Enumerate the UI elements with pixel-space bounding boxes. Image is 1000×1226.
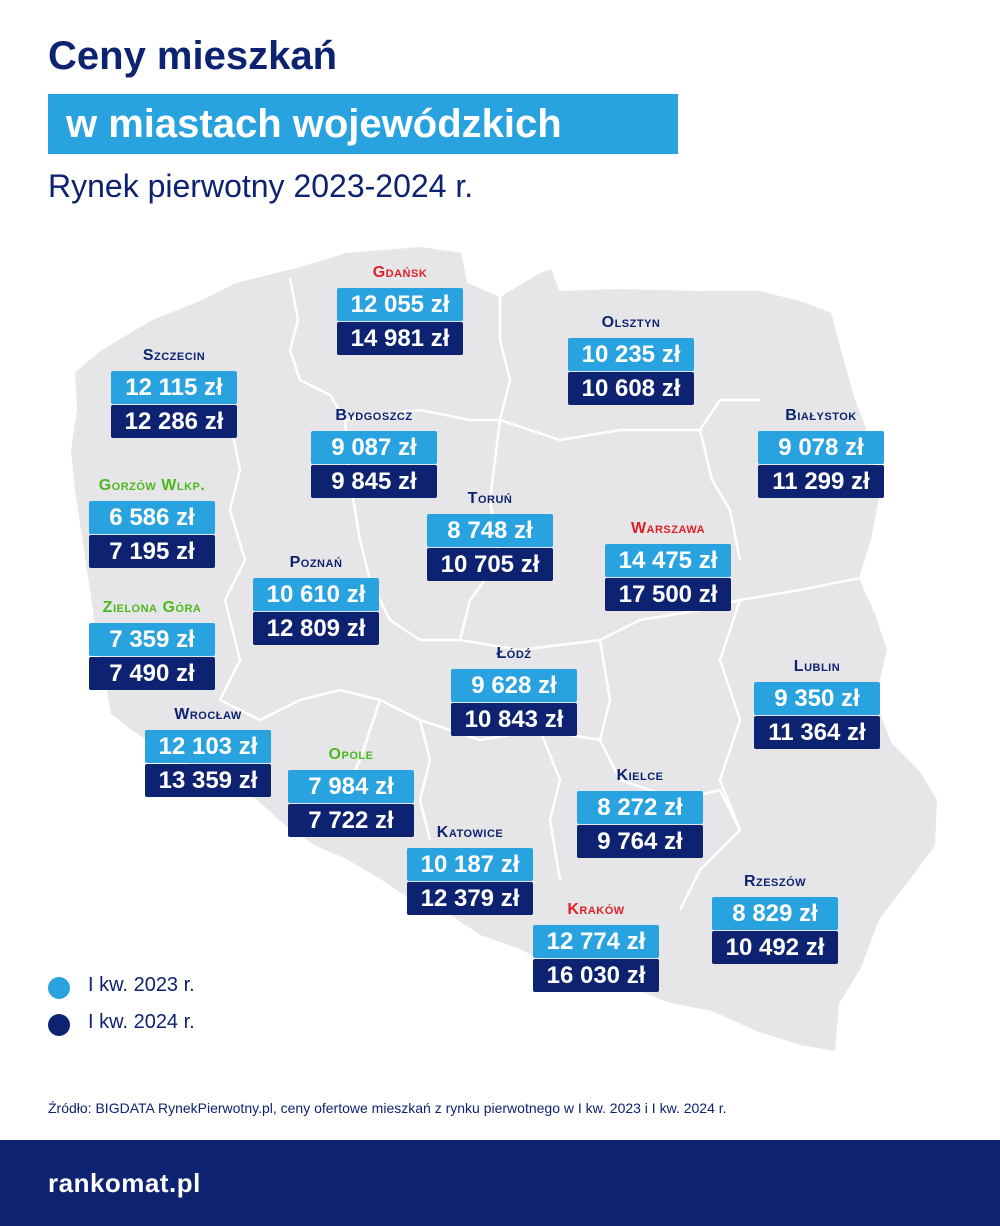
- page-subtitle: Rynek pierwotny 2023-2024 r.: [48, 168, 474, 204]
- footer-bar: [0, 1140, 1000, 1226]
- city-katowice: [407, 824, 533, 915]
- city-wroclaw: [145, 706, 271, 797]
- city-lublin: [754, 658, 880, 749]
- price-2024: 11 364 zł: [754, 716, 880, 749]
- city-kielce: [577, 767, 703, 858]
- legend-dot-2023: [48, 977, 70, 999]
- price-2023: 12 115 zł: [111, 371, 237, 404]
- price-2023: 9 350 zł: [754, 682, 880, 715]
- city-label: Kielce: [616, 767, 664, 784]
- price-2023: 6 586 zł: [89, 501, 215, 534]
- price-2024: 9 764 zł: [577, 825, 703, 858]
- city-label: Łódź: [496, 645, 532, 662]
- city-label: Gorzów Wlkp.: [98, 477, 206, 494]
- page-title: Ceny mieszkań: [48, 34, 338, 78]
- price-2024: 14 981 zł: [337, 322, 463, 355]
- city-label: Olsztyn: [601, 314, 661, 331]
- city-label: Wrocław: [174, 706, 242, 723]
- city-zielona-gora: [89, 599, 215, 690]
- price-2024: 10 705 zł: [427, 548, 553, 581]
- price-2024: 12 379 zł: [407, 882, 533, 915]
- price-2024: 12 809 zł: [253, 612, 379, 645]
- city-opole: [288, 746, 414, 837]
- legend-dot-2024: [48, 1014, 70, 1036]
- price-2024: 7 195 zł: [89, 535, 215, 568]
- price-2024: 12 286 zł: [111, 405, 237, 438]
- city-label: Bydgoszcz: [335, 407, 413, 424]
- legend-label-2023: I kw. 2023 r.: [88, 974, 195, 996]
- city-gdansk: [337, 264, 463, 355]
- city-bydgoszcz: [311, 407, 437, 498]
- price-2023: 8 748 zł: [427, 514, 553, 547]
- city-label: Toruń: [467, 490, 513, 507]
- price-2023: 8 829 zł: [712, 897, 838, 930]
- city-label: Zielona Góra: [102, 599, 202, 616]
- city-torun: [427, 490, 553, 581]
- city-label: Lublin: [793, 658, 841, 675]
- city-krakow: [533, 901, 659, 992]
- price-2023: 12 103 zł: [145, 730, 271, 763]
- city-label: Gdańsk: [372, 264, 428, 281]
- price-2023: 9 628 zł: [451, 669, 577, 702]
- legend-label-2024: I kw. 2024 r.: [88, 1011, 195, 1033]
- price-2023: 12 774 zł: [533, 925, 659, 958]
- city-lodz: [451, 645, 577, 736]
- price-2023: 9 087 zł: [311, 431, 437, 464]
- city-olsztyn: [568, 314, 694, 405]
- price-2023: 12 055 zł: [337, 288, 463, 321]
- price-2024: 10 843 zł: [451, 703, 577, 736]
- price-2024: 10 492 zł: [712, 931, 838, 964]
- city-label: Kraków: [567, 901, 625, 918]
- price-2024: 9 845 zł: [311, 465, 437, 498]
- city-szczecin: [111, 347, 237, 438]
- price-2024: 11 299 zł: [758, 465, 884, 498]
- city-poznan: [253, 554, 379, 645]
- price-2023: 10 610 zł: [253, 578, 379, 611]
- price-2023: 8 272 zł: [577, 791, 703, 824]
- price-2023: 10 235 zł: [568, 338, 694, 371]
- price-2023: 10 187 zł: [407, 848, 533, 881]
- price-2024: 17 500 zł: [605, 578, 731, 611]
- city-label: Katowice: [436, 824, 504, 841]
- price-2024: 7 722 zł: [288, 804, 414, 837]
- price-2024: 16 030 zł: [533, 959, 659, 992]
- price-2023: 7 984 zł: [288, 770, 414, 803]
- city-label: Warszawa: [630, 520, 706, 537]
- city-label: Szczecin: [142, 347, 206, 364]
- brand-logo: rankomat.pl: [48, 1168, 201, 1198]
- city-rzeszow: [712, 873, 838, 964]
- price-2023: 9 078 zł: [758, 431, 884, 464]
- city-label: Białystok: [785, 407, 857, 424]
- city-label: Rzeszów: [743, 873, 807, 890]
- price-2023: 7 359 zł: [89, 623, 215, 656]
- city-warszawa: [605, 520, 731, 611]
- city-bialystok: [758, 407, 884, 498]
- source-note: Źródło: BIGDATA RynekPierwotny.pl, ceny ofertowe mieszkań z rynku pierwotnego w I kw. 2023 i I kw. 2024 r.: [48, 1100, 727, 1116]
- price-2024: 7 490 zł: [89, 657, 215, 690]
- price-2023: 14 475 zł: [605, 544, 731, 577]
- city-label: Poznań: [289, 554, 343, 571]
- page-title-highlight: w miastach wojewódzkich: [48, 94, 678, 154]
- price-2024: 13 359 zł: [145, 764, 271, 797]
- city-label: Opole: [328, 746, 374, 763]
- price-2024: 10 608 zł: [568, 372, 694, 405]
- city-gorzow: [89, 477, 215, 568]
